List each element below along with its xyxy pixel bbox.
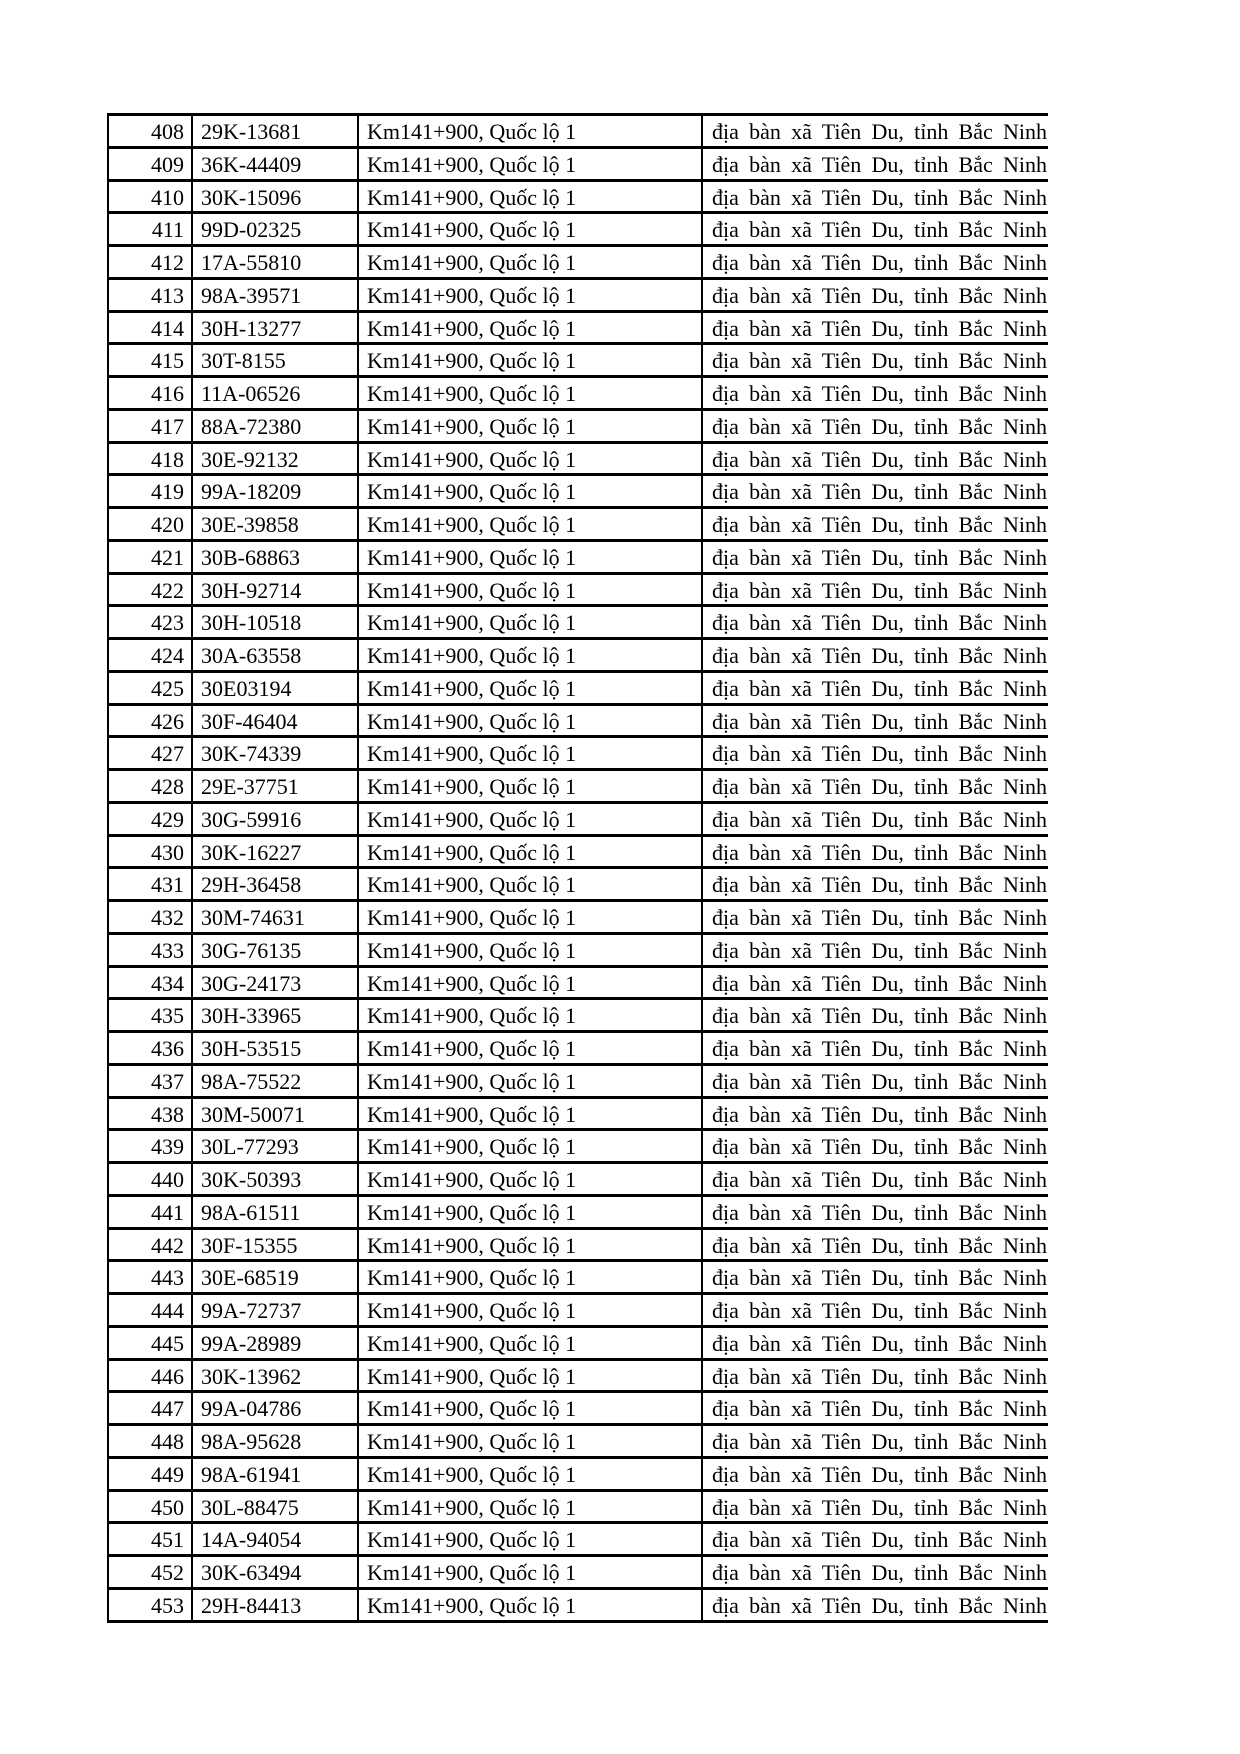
- table-row: [107, 1030, 1048, 1063]
- table-row: [107, 342, 1048, 375]
- table-row: [107, 408, 1048, 441]
- location-cell: Km141+900, Quốc lộ 1: [357, 476, 701, 506]
- license-plate-cell: 30K-15096: [191, 182, 357, 212]
- row-number-cell: 410: [107, 182, 191, 212]
- table-row: [107, 866, 1048, 899]
- license-plate-cell: 30H-33965: [191, 1000, 357, 1030]
- violations-table: [107, 113, 1048, 1623]
- row-number-cell: 441: [107, 1197, 191, 1227]
- table-row: [107, 637, 1048, 670]
- location-cell: Km141+900, Quốc lộ 1: [357, 116, 701, 146]
- area-cell: địa bàn xã Tiên Du, tỉnh Bắc Ninh: [701, 476, 1048, 506]
- table-row: [107, 1063, 1048, 1096]
- table-row: [107, 375, 1048, 408]
- table-row: [107, 1358, 1048, 1391]
- row-number-cell: 416: [107, 378, 191, 408]
- location-cell: Km141+900, Quốc lộ 1: [357, 1230, 701, 1260]
- location-cell: Km141+900, Quốc lộ 1: [357, 771, 701, 801]
- license-plate-cell: 29E-37751: [191, 771, 357, 801]
- license-plate-cell: 29K-13681: [191, 116, 357, 146]
- location-cell: Km141+900, Quốc lộ 1: [357, 1459, 701, 1489]
- area-cell: địa bàn xã Tiên Du, tỉnh Bắc Ninh: [701, 1295, 1048, 1325]
- table-row: [107, 768, 1048, 801]
- row-number-cell: 408: [107, 116, 191, 146]
- row-number-cell: 443: [107, 1262, 191, 1292]
- area-cell: địa bàn xã Tiên Du, tỉnh Bắc Ninh: [701, 706, 1048, 736]
- location-cell: Km141+900, Quốc lộ 1: [357, 1033, 701, 1063]
- license-plate-cell: 11A-06526: [191, 378, 357, 408]
- location-cell: Km141+900, Quốc lộ 1: [357, 214, 701, 244]
- area-cell: địa bàn xã Tiên Du, tỉnh Bắc Ninh: [701, 837, 1048, 867]
- license-plate-cell: 30H-10518: [191, 607, 357, 637]
- area-cell: địa bàn xã Tiên Du, tỉnh Bắc Ninh: [701, 345, 1048, 375]
- location-cell: Km141+900, Quốc lộ 1: [357, 1524, 701, 1554]
- row-number-cell: 415: [107, 345, 191, 375]
- table-row: [107, 1489, 1048, 1522]
- row-number-cell: 425: [107, 673, 191, 703]
- license-plate-cell: 30K-13962: [191, 1361, 357, 1391]
- row-number-cell: 412: [107, 247, 191, 277]
- license-plate-cell: 30E-39858: [191, 509, 357, 539]
- table-row: [107, 1227, 1048, 1260]
- license-plate-cell: 29H-36458: [191, 869, 357, 899]
- table-row: [107, 179, 1048, 212]
- row-number-cell: 419: [107, 476, 191, 506]
- row-number-cell: 432: [107, 902, 191, 932]
- area-cell: địa bàn xã Tiên Du, tỉnh Bắc Ninh: [701, 313, 1048, 343]
- area-cell: địa bàn xã Tiên Du, tỉnh Bắc Ninh: [701, 411, 1048, 441]
- area-cell: địa bàn xã Tiên Du, tỉnh Bắc Ninh: [701, 935, 1048, 965]
- area-cell: địa bàn xã Tiên Du, tỉnh Bắc Ninh: [701, 1197, 1048, 1227]
- area-cell: địa bàn xã Tiên Du, tỉnh Bắc Ninh: [701, 1361, 1048, 1391]
- location-cell: Km141+900, Quốc lộ 1: [357, 738, 701, 768]
- license-plate-cell: 29H-84413: [191, 1590, 357, 1620]
- license-plate-cell: 14A-94054: [191, 1524, 357, 1554]
- row-number-cell: 423: [107, 607, 191, 637]
- area-cell: địa bàn xã Tiên Du, tỉnh Bắc Ninh: [701, 1000, 1048, 1030]
- table-row: [107, 310, 1048, 343]
- table-row: [107, 1292, 1048, 1325]
- row-number-cell: 433: [107, 935, 191, 965]
- license-plate-cell: 30H-53515: [191, 1033, 357, 1063]
- table-row: [107, 1390, 1048, 1423]
- location-cell: Km141+900, Quốc lộ 1: [357, 542, 701, 572]
- area-cell: địa bàn xã Tiên Du, tỉnh Bắc Ninh: [701, 444, 1048, 474]
- table-row: [107, 441, 1048, 474]
- row-number-cell: 427: [107, 738, 191, 768]
- row-number-cell: 451: [107, 1524, 191, 1554]
- row-number-cell: 418: [107, 444, 191, 474]
- license-plate-cell: 98A-75522: [191, 1066, 357, 1096]
- license-plate-cell: 30K-16227: [191, 837, 357, 867]
- location-cell: Km141+900, Quốc lộ 1: [357, 1557, 701, 1587]
- table-row: [107, 473, 1048, 506]
- area-cell: địa bàn xã Tiên Du, tỉnh Bắc Ninh: [701, 542, 1048, 572]
- location-cell: Km141+900, Quốc lộ 1: [357, 1426, 701, 1456]
- license-plate-cell: 17A-55810: [191, 247, 357, 277]
- license-plate-cell: 30A-63558: [191, 640, 357, 670]
- table-row: [107, 997, 1048, 1030]
- table-row: [107, 1259, 1048, 1292]
- area-cell: địa bàn xã Tiên Du, tỉnh Bắc Ninh: [701, 149, 1048, 179]
- license-plate-cell: 30L-77293: [191, 1131, 357, 1161]
- area-cell: địa bàn xã Tiên Du, tỉnh Bắc Ninh: [701, 1230, 1048, 1260]
- location-cell: Km141+900, Quốc lộ 1: [357, 1197, 701, 1227]
- table-row: [107, 146, 1048, 179]
- row-number-cell: 446: [107, 1361, 191, 1391]
- table-row: [107, 211, 1048, 244]
- location-cell: Km141+900, Quốc lộ 1: [357, 1295, 701, 1325]
- area-cell: địa bàn xã Tiên Du, tỉnh Bắc Ninh: [701, 968, 1048, 998]
- table-row: [107, 965, 1048, 998]
- area-cell: địa bàn xã Tiên Du, tỉnh Bắc Ninh: [701, 771, 1048, 801]
- license-plate-cell: 30M-50071: [191, 1099, 357, 1129]
- table-row: [107, 1456, 1048, 1489]
- license-plate-cell: 30H-13277: [191, 313, 357, 343]
- license-plate-cell: 99A-04786: [191, 1393, 357, 1423]
- area-cell: địa bàn xã Tiên Du, tỉnh Bắc Ninh: [701, 1492, 1048, 1522]
- row-number-cell: 426: [107, 706, 191, 736]
- table-row: [107, 244, 1048, 277]
- table-row: [107, 735, 1048, 768]
- row-number-cell: 439: [107, 1131, 191, 1161]
- table-row: [107, 670, 1048, 703]
- table-row: [107, 277, 1048, 310]
- license-plate-cell: 88A-72380: [191, 411, 357, 441]
- table-row: [107, 1521, 1048, 1554]
- table-row: [107, 1587, 1048, 1620]
- row-number-cell: 424: [107, 640, 191, 670]
- row-number-cell: 430: [107, 837, 191, 867]
- table-row: [107, 1128, 1048, 1161]
- location-cell: Km141+900, Quốc lộ 1: [357, 837, 701, 867]
- location-cell: Km141+900, Quốc lộ 1: [357, 345, 701, 375]
- license-plate-cell: 30B-68863: [191, 542, 357, 572]
- table-row: [107, 703, 1048, 736]
- area-cell: địa bàn xã Tiên Du, tỉnh Bắc Ninh: [701, 1459, 1048, 1489]
- area-cell: địa bàn xã Tiên Du, tỉnh Bắc Ninh: [701, 1393, 1048, 1423]
- row-number-cell: 449: [107, 1459, 191, 1489]
- table-row: [107, 1096, 1048, 1129]
- location-cell: Km141+900, Quốc lộ 1: [357, 968, 701, 998]
- area-cell: địa bàn xã Tiên Du, tỉnh Bắc Ninh: [701, 1590, 1048, 1620]
- license-plate-cell: 98A-61941: [191, 1459, 357, 1489]
- license-plate-cell: 30G-76135: [191, 935, 357, 965]
- area-cell: địa bàn xã Tiên Du, tỉnh Bắc Ninh: [701, 1426, 1048, 1456]
- location-cell: Km141+900, Quốc lộ 1: [357, 182, 701, 212]
- license-plate-cell: 98A-39571: [191, 280, 357, 310]
- table-row: [107, 1554, 1048, 1587]
- row-number-cell: 440: [107, 1164, 191, 1194]
- license-plate-cell: 30F-15355: [191, 1230, 357, 1260]
- row-number-cell: 447: [107, 1393, 191, 1423]
- row-number-cell: 452: [107, 1557, 191, 1587]
- license-plate-cell: 99A-18209: [191, 476, 357, 506]
- table-row: [107, 899, 1048, 932]
- license-plate-cell: 30K-74339: [191, 738, 357, 768]
- location-cell: Km141+900, Quốc lộ 1: [357, 1131, 701, 1161]
- row-number-cell: 435: [107, 1000, 191, 1030]
- location-cell: Km141+900, Quốc lộ 1: [357, 869, 701, 899]
- row-number-cell: 411: [107, 214, 191, 244]
- license-plate-cell: 99A-28989: [191, 1328, 357, 1358]
- license-plate-cell: 30E03194: [191, 673, 357, 703]
- license-plate-cell: 98A-95628: [191, 1426, 357, 1456]
- location-cell: Km141+900, Quốc lộ 1: [357, 804, 701, 834]
- location-cell: Km141+900, Quốc lộ 1: [357, 1262, 701, 1292]
- area-cell: địa bàn xã Tiên Du, tỉnh Bắc Ninh: [701, 509, 1048, 539]
- row-number-cell: 422: [107, 575, 191, 605]
- location-cell: Km141+900, Quốc lộ 1: [357, 1590, 701, 1620]
- license-plate-cell: 30M-74631: [191, 902, 357, 932]
- license-plate-cell: 30G-24173: [191, 968, 357, 998]
- location-cell: Km141+900, Quốc lộ 1: [357, 1000, 701, 1030]
- row-number-cell: 438: [107, 1099, 191, 1129]
- location-cell: Km141+900, Quốc lộ 1: [357, 935, 701, 965]
- location-cell: Km141+900, Quốc lộ 1: [357, 1099, 701, 1129]
- area-cell: địa bàn xã Tiên Du, tỉnh Bắc Ninh: [701, 214, 1048, 244]
- row-number-cell: 434: [107, 968, 191, 998]
- location-cell: Km141+900, Quốc lộ 1: [357, 247, 701, 277]
- area-cell: địa bàn xã Tiên Du, tỉnh Bắc Ninh: [701, 1557, 1048, 1587]
- row-number-cell: 453: [107, 1590, 191, 1620]
- license-plate-cell: 99A-72737: [191, 1295, 357, 1325]
- row-number-cell: 409: [107, 149, 191, 179]
- area-cell: địa bàn xã Tiên Du, tỉnh Bắc Ninh: [701, 902, 1048, 932]
- area-cell: địa bàn xã Tiên Du, tỉnh Bắc Ninh: [701, 1524, 1048, 1554]
- area-cell: địa bàn xã Tiên Du, tỉnh Bắc Ninh: [701, 673, 1048, 703]
- table-row: [107, 572, 1048, 605]
- table-row: [107, 801, 1048, 834]
- area-cell: địa bàn xã Tiên Du, tỉnh Bắc Ninh: [701, 607, 1048, 637]
- license-plate-cell: 30H-92714: [191, 575, 357, 605]
- table-row: [107, 506, 1048, 539]
- area-cell: địa bàn xã Tiên Du, tỉnh Bắc Ninh: [701, 1099, 1048, 1129]
- location-cell: Km141+900, Quốc lộ 1: [357, 1393, 701, 1423]
- area-cell: địa bàn xã Tiên Du, tỉnh Bắc Ninh: [701, 640, 1048, 670]
- area-cell: địa bàn xã Tiên Du, tỉnh Bắc Ninh: [701, 116, 1048, 146]
- table-row: [107, 1161, 1048, 1194]
- license-plate-cell: 30E-68519: [191, 1262, 357, 1292]
- row-number-cell: 445: [107, 1328, 191, 1358]
- table-row: [107, 932, 1048, 965]
- license-plate-cell: 30F-46404: [191, 706, 357, 736]
- row-number-cell: 448: [107, 1426, 191, 1456]
- location-cell: Km141+900, Quốc lộ 1: [357, 607, 701, 637]
- location-cell: Km141+900, Quốc lộ 1: [357, 1328, 701, 1358]
- table-row: [107, 834, 1048, 867]
- license-plate-cell: 30K-50393: [191, 1164, 357, 1194]
- area-cell: địa bàn xã Tiên Du, tỉnh Bắc Ninh: [701, 869, 1048, 899]
- row-number-cell: 429: [107, 804, 191, 834]
- row-number-cell: 413: [107, 280, 191, 310]
- license-plate-cell: 30G-59916: [191, 804, 357, 834]
- area-cell: địa bàn xã Tiên Du, tỉnh Bắc Ninh: [701, 1164, 1048, 1194]
- area-cell: địa bàn xã Tiên Du, tỉnh Bắc Ninh: [701, 575, 1048, 605]
- row-number-cell: 450: [107, 1492, 191, 1522]
- location-cell: Km141+900, Quốc lộ 1: [357, 673, 701, 703]
- location-cell: Km141+900, Quốc lộ 1: [357, 378, 701, 408]
- location-cell: Km141+900, Quốc lộ 1: [357, 640, 701, 670]
- area-cell: địa bàn xã Tiên Du, tỉnh Bắc Ninh: [701, 1328, 1048, 1358]
- location-cell: Km141+900, Quốc lộ 1: [357, 411, 701, 441]
- license-plate-cell: 36K-44409: [191, 149, 357, 179]
- location-cell: Km141+900, Quốc lộ 1: [357, 509, 701, 539]
- location-cell: Km141+900, Quốc lộ 1: [357, 706, 701, 736]
- area-cell: địa bàn xã Tiên Du, tỉnh Bắc Ninh: [701, 804, 1048, 834]
- table-row: [107, 1423, 1048, 1456]
- location-cell: Km141+900, Quốc lộ 1: [357, 1066, 701, 1096]
- table-row: [107, 1194, 1048, 1227]
- table-row: [107, 604, 1048, 637]
- row-number-cell: 428: [107, 771, 191, 801]
- area-cell: địa bàn xã Tiên Du, tỉnh Bắc Ninh: [701, 280, 1048, 310]
- area-cell: địa bàn xã Tiên Du, tỉnh Bắc Ninh: [701, 1262, 1048, 1292]
- location-cell: Km141+900, Quốc lộ 1: [357, 902, 701, 932]
- area-cell: địa bàn xã Tiên Du, tỉnh Bắc Ninh: [701, 738, 1048, 768]
- location-cell: Km141+900, Quốc lộ 1: [357, 1492, 701, 1522]
- area-cell: địa bàn xã Tiên Du, tỉnh Bắc Ninh: [701, 1033, 1048, 1063]
- row-number-cell: 414: [107, 313, 191, 343]
- row-number-cell: 420: [107, 509, 191, 539]
- table-row: [107, 113, 1048, 146]
- row-number-cell: 437: [107, 1066, 191, 1096]
- license-plate-cell: 98A-61511: [191, 1197, 357, 1227]
- location-cell: Km141+900, Quốc lộ 1: [357, 1164, 701, 1194]
- location-cell: Km141+900, Quốc lộ 1: [357, 149, 701, 179]
- location-cell: Km141+900, Quốc lộ 1: [357, 444, 701, 474]
- area-cell: địa bàn xã Tiên Du, tỉnh Bắc Ninh: [701, 1131, 1048, 1161]
- row-number-cell: 421: [107, 542, 191, 572]
- row-number-cell: 436: [107, 1033, 191, 1063]
- table-row: [107, 1325, 1048, 1358]
- location-cell: Km141+900, Quốc lộ 1: [357, 280, 701, 310]
- area-cell: địa bàn xã Tiên Du, tỉnh Bắc Ninh: [701, 378, 1048, 408]
- table-row: [107, 539, 1048, 572]
- area-cell: địa bàn xã Tiên Du, tỉnh Bắc Ninh: [701, 1066, 1048, 1096]
- license-plate-cell: 30E-92132: [191, 444, 357, 474]
- license-plate-cell: 30K-63494: [191, 1557, 357, 1587]
- location-cell: Km141+900, Quốc lộ 1: [357, 575, 701, 605]
- row-number-cell: 417: [107, 411, 191, 441]
- row-number-cell: 442: [107, 1230, 191, 1260]
- location-cell: Km141+900, Quốc lộ 1: [357, 313, 701, 343]
- row-number-cell: 444: [107, 1295, 191, 1325]
- location-cell: Km141+900, Quốc lộ 1: [357, 1361, 701, 1391]
- row-number-cell: 431: [107, 869, 191, 899]
- area-cell: địa bàn xã Tiên Du, tỉnh Bắc Ninh: [701, 182, 1048, 212]
- license-plate-cell: 99D-02325: [191, 214, 357, 244]
- license-plate-cell: 30T-8155: [191, 345, 357, 375]
- license-plate-cell: 30L-88475: [191, 1492, 357, 1522]
- area-cell: địa bàn xã Tiên Du, tỉnh Bắc Ninh: [701, 247, 1048, 277]
